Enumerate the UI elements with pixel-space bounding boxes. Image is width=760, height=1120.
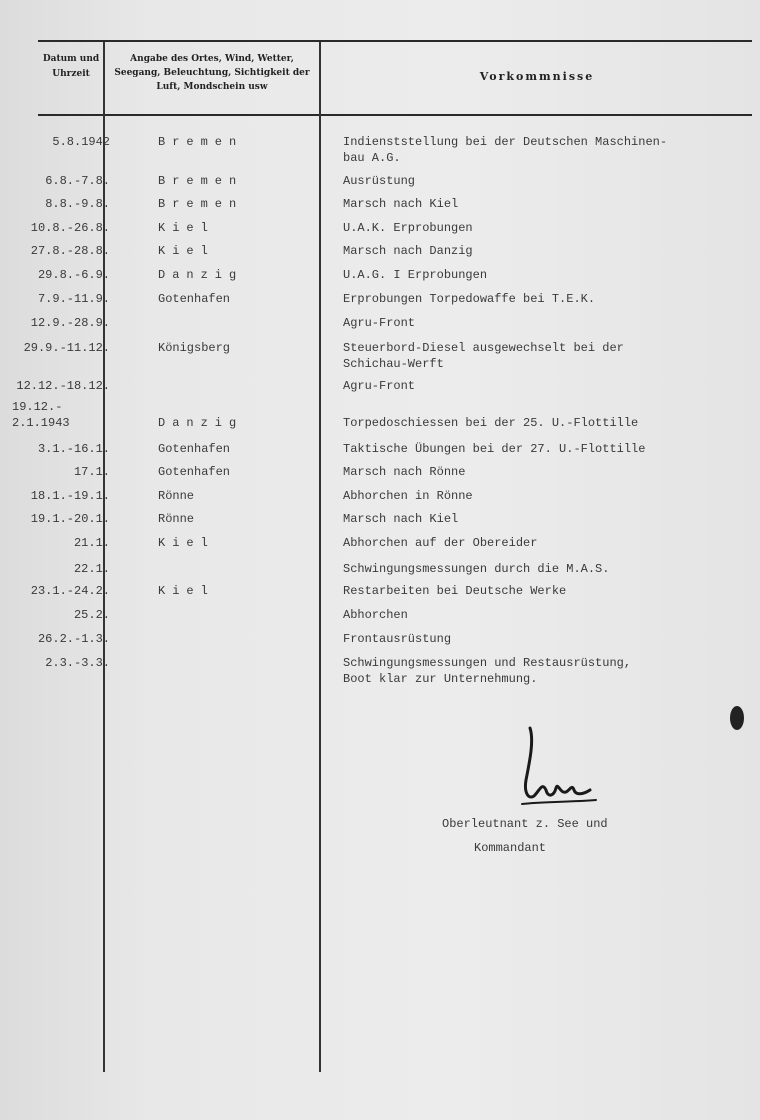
column-divider-2 [319, 42, 321, 1072]
header-date: Datum und Uhrzeit [42, 54, 100, 79]
row-event: Agru-Front [343, 379, 416, 393]
row-event: Taktische Übungen bei der 27. U.-Flottille [343, 442, 646, 456]
row-date: 17.1. [73, 465, 110, 479]
row-event: Torpedoschiessen bei der 25. U.-Flottille [343, 416, 639, 430]
top-rule [38, 40, 752, 42]
row-place: Gotenhafen [158, 292, 231, 306]
row-place: Gotenhafen [158, 465, 231, 479]
row-event: Marsch nach Kiel [343, 197, 459, 211]
row-date: 18.1.-19.1. [30, 489, 110, 503]
row-date: 19.12.- 2.1.1943 [12, 400, 70, 430]
row-date: 25.2. [73, 608, 110, 622]
row-date: 6.8.-7.8. [45, 174, 110, 188]
row-place: Rönne [158, 489, 195, 503]
header-rule [38, 114, 752, 116]
row-place: Kiel [158, 221, 215, 235]
row-event: Steuerbord-Diesel ausgewechselt bei der Schichau-Werft [343, 341, 624, 371]
row-date: 22.1. [73, 562, 110, 576]
row-place: Kiel [158, 536, 215, 550]
row-date: 19.1.-20.1. [30, 512, 110, 526]
row-event: Abhorchen [343, 608, 408, 622]
row-place: Kiel [158, 584, 215, 598]
row-event: U.A.G. I Erprobungen [343, 268, 488, 282]
row-date: 12.12.-18.12. [16, 379, 110, 393]
row-place: Danzig [158, 268, 244, 282]
ink-blot [730, 706, 744, 730]
row-date: 3.1.-16.1. [37, 442, 110, 456]
row-place: Bremen [158, 174, 244, 188]
row-date: 12.9.-28.9. [30, 316, 110, 330]
row-date: 29.9.-11.12. [23, 341, 110, 355]
row-place: Kiel [158, 244, 215, 258]
signature-block [442, 812, 702, 860]
row-place: Rönne [158, 512, 195, 526]
row-event: U.A.K. Erprobungen [343, 221, 473, 235]
row-event: Marsch nach Danzig [343, 244, 473, 258]
row-event: Erprobungen Torpedowaffe bei T.E.K. [343, 292, 596, 306]
signature-rank: Oberleutnant z. See und [442, 817, 608, 831]
header-place: Angabe des Ortes, Wind, Wetter, Seegang, Beleuchtung, Sichtigkeit der Luft, Mondschein usw [114, 54, 310, 92]
row-place: Bremen [158, 135, 244, 149]
row-event: Restarbeiten bei Deutsche Werke [343, 584, 567, 598]
row-event: Ausrüstung [343, 174, 416, 188]
row-event: Marsch nach Kiel [343, 512, 459, 526]
row-date: 21.1. [73, 536, 110, 550]
row-date: 26.2.-1.3. [37, 632, 110, 646]
row-date: 23.1.-24.2. [30, 584, 110, 598]
row-date: 29.8.-6.9. [37, 268, 110, 282]
row-event: Schwingungsmessungen durch die M.A.S. [343, 562, 610, 576]
row-place: Bremen [158, 197, 244, 211]
row-date: 2.3.-3.3. [45, 656, 110, 670]
row-event: Marsch nach Rönne [343, 465, 466, 479]
row-event: Frontausrüstung [343, 632, 452, 646]
row-place: Königsberg [158, 341, 231, 355]
header-events: Vorkommnisse [479, 70, 595, 83]
row-date: 10.8.-26.8. [30, 221, 110, 235]
row-event: Abhorchen in Rönne [343, 489, 473, 503]
row-event: Schwingungsmessungen und Restausrüstung, Boot klar zur Unternehmung. [343, 656, 632, 686]
row-event: Abhorchen auf der Obereider [343, 536, 538, 550]
signature-title: Kommandant [474, 841, 547, 855]
row-place: Danzig [158, 416, 244, 430]
row-event: Indienststellung bei der Deutschen Maschinen- bau A.G. [343, 135, 668, 165]
row-date: 5.8.1942 [52, 135, 110, 149]
row-date: 27.8.-28.8. [30, 244, 110, 258]
row-date: 8.8.-9.8. [45, 197, 110, 211]
row-date: 7.9.-11.9. [37, 292, 110, 306]
signature-mark [500, 720, 600, 815]
row-place: Gotenhafen [158, 442, 231, 456]
row-event: Agru-Front [343, 316, 416, 330]
